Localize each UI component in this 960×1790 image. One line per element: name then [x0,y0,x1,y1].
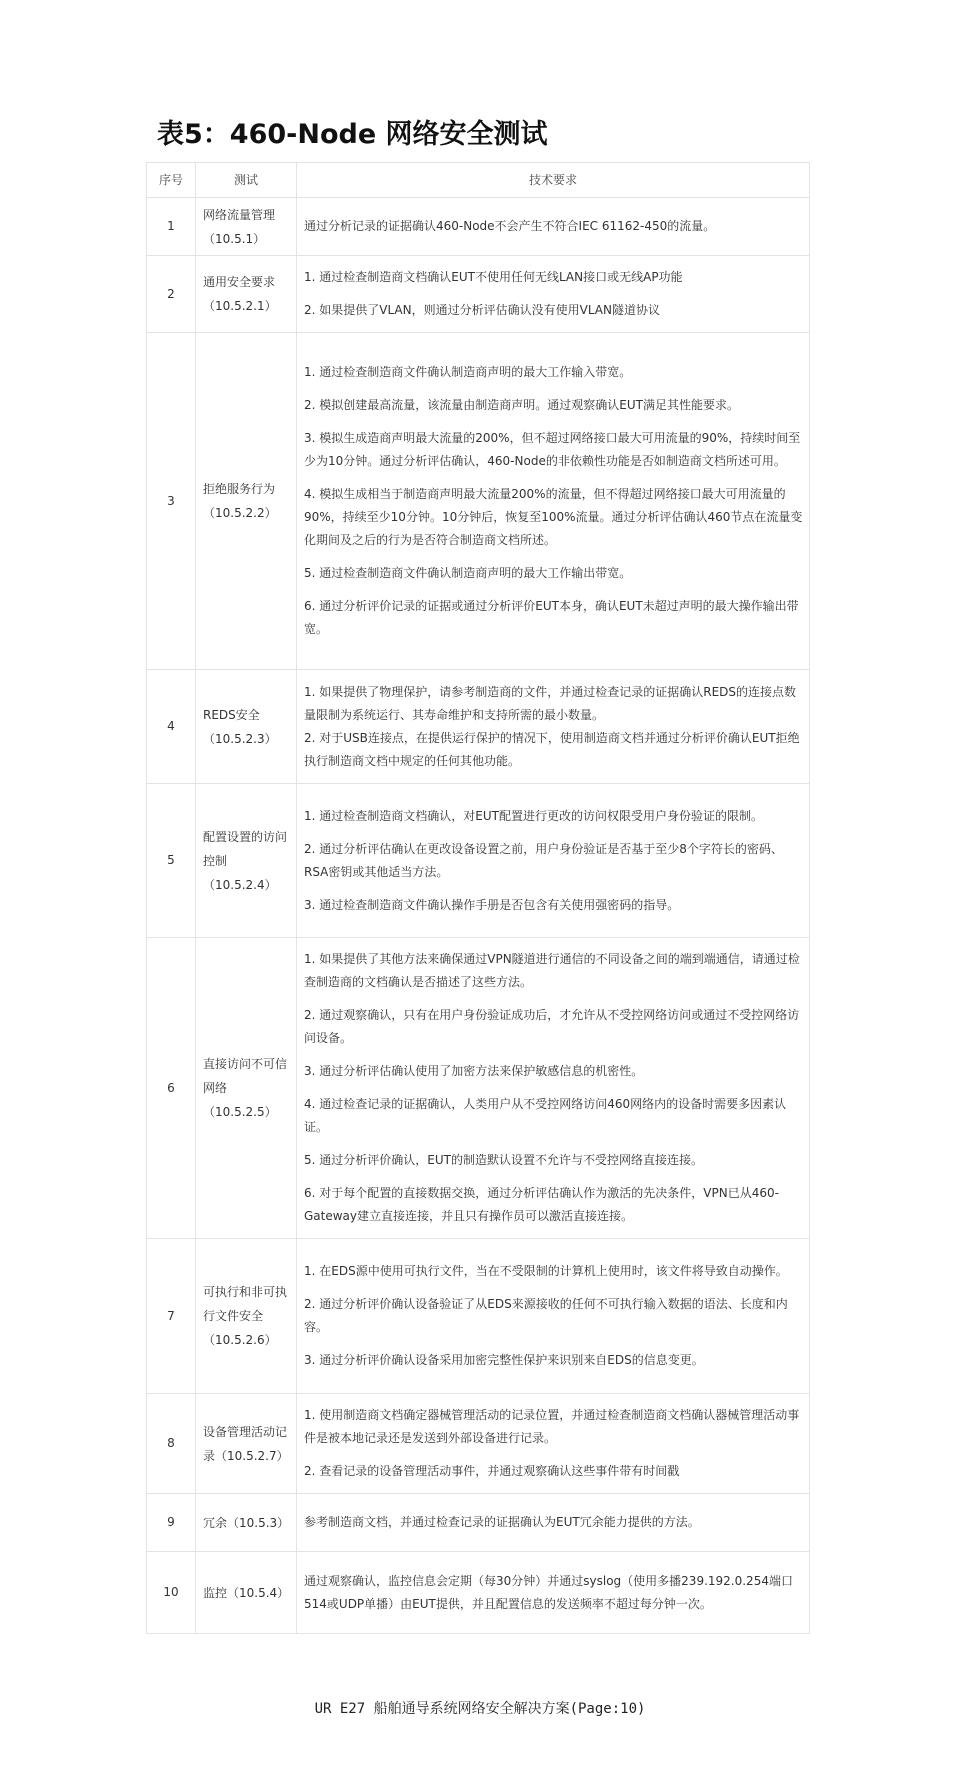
requirement-item: 1. 通过检查制造商文档确认，对EUT配置进行更改的访问权限受用户身份验证的限制。 [304,808,763,823]
requirement-item: 1. 使用制造商文档确定器械管理活动的记录位置，并通过检查制造商文档确认器械管理活动事件是被本地记录还是发送到外部设备进行记录。 [304,1408,800,1445]
row-number: 4 [147,670,196,784]
row-number: 10 [147,1552,196,1634]
table-row [147,938,810,1239]
requirement-item: 2. 通过分析评价确认设备验证了从EDS来源接收的任何不可执行输入数据的语法、长度和内容。 [304,1297,788,1334]
requirement-item: 2. 模拟创建最高流量，该流量由制造商声明。通过观察确认EUT满足其性能要求。 [304,398,739,412]
test-name: 监控（10.5.4） [196,1552,297,1634]
requirement-item: 3. 通过分析评估确认使用了加密方法来保护敏感信息的机密性。 [304,1064,644,1078]
test-name: 网络流量管理（10.5.1） [196,198,297,256]
requirement-item: 4. 通过检查记录的证据确认，人类用户从不受控网络访问460网络内的设备时需要多因素认证。 [304,1097,787,1134]
requirement-item: 1. 通过检查制造商文件确认制造商声明的最大工作输入带宽。 [304,365,632,379]
table-row [147,1552,810,1634]
header-requirements: 技术要求 [297,163,810,198]
requirement-item: 1. 在EDS源中使用可执行文件，当在不受限制的计算机上使用时，该文件将导致自动操作。 [304,1264,788,1278]
test-name: 可执行和非可执行文件安全（10.5.2.6） [196,1239,297,1394]
requirements-cell [297,784,810,938]
requirements-cell [297,198,810,256]
requirement-item: 2. 通过分析评估确认在更改设备设置之前，用户身份验证是否基于至少8个字符长的密码、RSA密钥或其他适当方法。 [304,841,783,879]
table-row [147,784,810,938]
requirement-item: 6. 对于每个配置的直接数据交换，通过分析评估确认作为激活的先决条件，VPN已从460-Gateway建立直接连接，并且只有操作员可以激活直接连接。 [304,1186,779,1223]
test-name: 通用安全要求（10.5.2.1） [196,256,297,333]
test-name: 拒绝服务行为（10.5.2.2） [196,333,297,670]
row-number: 5 [147,784,196,938]
requirements-cell [297,1239,810,1394]
requirement-item: 通过观察确认，监控信息会定期（每30分钟）并通过syslog（使用多播239.192.0.254端口514或UDP单播）由EUT提供，并且配置信息的发送频率不超过每分钟一次。 [304,1573,793,1611]
requirement-item: 5. 通过分析评价确认，EUT的制造默认设置不允许与不受控网络直接连接。 [304,1153,703,1167]
requirement-item: 2. 查看记录的设备管理活动事件，并通过观察确认这些事件带有时间戳 [304,1464,680,1478]
page-footer: UR E27 船舶通导系统网络安全解决方案(Page:10) [314,1701,646,1717]
requirement-item: 5. 通过检查制造商文件确认制造商声明的最大工作输出带宽。 [304,566,632,580]
table-row [147,1494,810,1552]
requirement-item: 4. 模拟生成相当于制造商声明最大流量200%的流量，但不得超过网络接口最大可用流量的90%，持续至少10分钟。10分钟后，恢复至100%流量。通过分析评估确认460节点在流量变化期间及之后的行为是否符合制造商文档所述。 [304,487,803,547]
requirement-item: 2. 对于USB连接点，在提供运行保护的情况下，使用制造商文档并通过分析评价确认EUT拒绝执行制造商文档中规定的任何其他功能。 [304,730,800,768]
requirements-cell [297,1552,810,1634]
requirements-cell [297,938,810,1239]
table-row [147,198,810,256]
table-row [147,256,810,333]
row-number: 8 [147,1394,196,1494]
row-number: 1 [147,198,196,256]
requirement-item: 1. 如果提供了物理保护，请参考制造商的文件，并通过检查记录的证据确认REDS的连接点数量限制为系统运行、其寿命维护和支持所需的最小数量。 [304,684,797,722]
requirements-cell [297,1394,810,1494]
page-title: 表5：460-Node 网络安全测试 [157,119,548,150]
row-number: 2 [147,256,196,333]
requirement-item: 通过分析记录的证据确认460-Node不会产生不符合IEC 61162-450的流量。 [304,219,716,233]
test-name: 冗余（10.5.3） [196,1494,297,1552]
requirement-item: 1. 如果提供了其他方法来确保通过VPN隧道进行通信的不同设备之间的端到端通信，请通过检查制造商的文档确认是否描述了这些方法。 [304,952,800,989]
requirements-cell [297,333,810,670]
requirements-cell [297,256,810,333]
test-name: 设备管理活动记录（10.5.2.7） [196,1394,297,1494]
table-row [147,1394,810,1494]
row-number: 7 [147,1239,196,1394]
row-number: 9 [147,1494,196,1552]
requirement-item: 1. 通过检查制造商文档确认EUT不使用任何无线LAN接口或无线AP功能 [304,270,683,284]
table-header-row [147,163,810,198]
requirement-item: 2. 通过观察确认，只有在用户身份验证成功后，才允许从不受控网络访问或通过不受控网络访问设备。 [304,1008,800,1045]
row-number: 6 [147,938,196,1239]
table-row [147,1239,810,1394]
requirement-item: 6. 通过分析评价记录的证据或通过分析评价EUT本身，确认EUT未超过声明的最大操作输出带宽。 [304,599,799,636]
requirements-cell [297,1494,810,1552]
requirement-item: 3. 通过检查制造商文件确认操作手册是否包含有关使用强密码的指导。 [304,897,680,912]
row-number: 3 [147,333,196,670]
test-name: 直接访问不可信网络（10.5.2.5） [196,938,297,1239]
test-name: REDS安全（10.5.2.3） [196,670,297,784]
requirement-item: 2. 如果提供了VLAN，则通过分析评估确认没有使用VLAN隧道协议 [304,303,660,317]
requirement-item: 3. 通过分析评价确认设备采用加密完整性保护来识别来自EDS的信息变更。 [304,1353,704,1367]
header-no: 序号 [147,163,196,198]
requirement-item: 参考制造商文档，并通过检查记录的证据确认为EUT冗余能力提供的方法。 [304,1515,700,1529]
header-test: 测试 [196,163,297,198]
table-row [147,333,810,670]
requirements-cell [297,670,810,784]
security-test-table [146,162,810,1634]
test-name: 配置设置的访问控制（10.5.2.4） [196,784,297,938]
requirement-item: 3. 模拟生成造商声明最大流量的200%，但不超过网络接口最大可用流量的90%，持续时间至少为10分钟。通过分析评估确认，460-Node的非依赖性功能是否如制造商文档所述可用。 [304,431,801,468]
table-row [147,670,810,784]
